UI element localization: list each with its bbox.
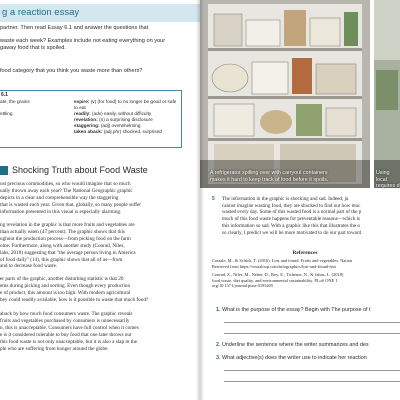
section-title: g a reaction essay (0, 4, 200, 22)
answer-line[interactable] (224, 370, 400, 371)
paragraph-number: 5 (212, 196, 215, 202)
answer-line[interactable] (224, 333, 400, 334)
photo-caption: A refrigerator spilling over with carryout containers makes it hard to keep track of food before it spoils. (210, 170, 329, 183)
paragraph-3: er parts of the graphic, another disturbing statistic is that 20 ems during picking and sorting. Even though every production e of product, this amount is too high. With modern agricultural hey could readily available, how is it possible to waste that much food? (0, 276, 149, 303)
answer-line[interactable] (224, 381, 400, 382)
vocab-entry: expire: (v) (for food) to no longer be good or safe to eat (74, 99, 177, 111)
refrigerator-illustration (200, 0, 370, 188)
instructions: partner. Then read Essay 6.1 and answer the questions that (0, 25, 149, 31)
question-1: waste each week? Examples include not eating everything on your gaway food that is spoiled. (0, 38, 166, 51)
vocab-entry: readily: (adv) easily, without difficulty (74, 111, 152, 117)
vocabulary-box (0, 90, 182, 148)
question-2: food category that you think you waste more than others? (0, 68, 143, 74)
references-title: References (292, 250, 318, 256)
paragraph-2: ng revelation in the graphic is that more fruits and vegetables are than actually eaten (47 percent). The graphic shows that this ughout the production process—from picking food on the farm ome. Furthermore, along with another study (Conrad, Niles, lahs, 2018) suggesting that "the average person living in America of food daily" (14), this graphic shows that all of us—from and to decrease food waste. (0, 222, 136, 270)
vocab-title: 6.1 (1, 92, 8, 98)
answer-line[interactable] (224, 322, 400, 323)
book-gutter (196, 0, 204, 400)
vocab-left-line: ettling (0, 111, 13, 117)
reading-marker (0, 166, 8, 175)
reading-title: Shocking Truth about Food Waste (12, 165, 148, 175)
comprehension-question-1: 1. What is the purpose of the essay? Begin with The purpose of t (216, 307, 371, 313)
comprehension-question-2: 2. Underline the sentence where the writer summarizes and des (216, 342, 369, 348)
vocab-left-line: ate, the grains (0, 99, 30, 104)
reference-2: Conrad, Z., Niles, M., Neher, D., Roy, E., Tichenor, N., & Jahns, L. (2018) food waste, diet quality, and environmental sustainability. PLoS ONE 1 org/10.1371/journal.pone.0195405 (212, 272, 344, 289)
reference-1: Cassale, M., & Schick, T. (2016). Lost and found: Fruits and vegetables. Nation Retrieved from https://visualoop.com/infographics/lost-and-found-frui (212, 258, 353, 269)
vocab-entry: revelation: (n) a surprising disclosure (74, 117, 153, 123)
vocab-left-column (0, 99, 50, 117)
comprehension-question-3: 3. What adjective(s) does the writer use to indicate her reaction (216, 355, 367, 361)
paragraph-5: The information in the graphic is shocking and sad. Indeed, ju cannot imagine wasting food, they are shocked to find out how muc wasted every day. Some of this wasted food is a normal part of the p much of this food waste happens for preventable reasons—which is this information so sad. With a graphic like this that illustrates the o so clearly, I predict we will be more motivated to do our part toward (222, 196, 362, 236)
vocab-entry: staggering: (adj) overwhelming (74, 123, 141, 129)
side-photo (374, 0, 400, 188)
right-page (200, 0, 400, 400)
vocab-right-column (74, 99, 180, 136)
refrigerator-photo (200, 0, 370, 188)
side-photo-illustration (374, 0, 400, 188)
side-photo-caption: Using local requires d (376, 170, 400, 190)
paragraph-1: ost precious commodities, so who would imagine that so much ually thrown away each year? The National Geographic graphic depicts in a clear and comprehensible way the staggering that is wasted each year. Given that, globally, so many people suffer information presented in this visual is especially alarming. (0, 181, 142, 215)
paragraph-4: aback by how much food consumers waste. The graphic reveals fruits and vegetables purchased by consumers is unnecessarily n, this is unacceptable. Consumers have full control when it comes e is it considered tolerable to buy food that one later throws out this food waste is not only unacceptable, but it is also a slap in the ple who are suffering from hunger around the globe. (0, 311, 139, 352)
vocab-entry: taken aback: (adj phr) shocked, surprised (74, 129, 162, 135)
